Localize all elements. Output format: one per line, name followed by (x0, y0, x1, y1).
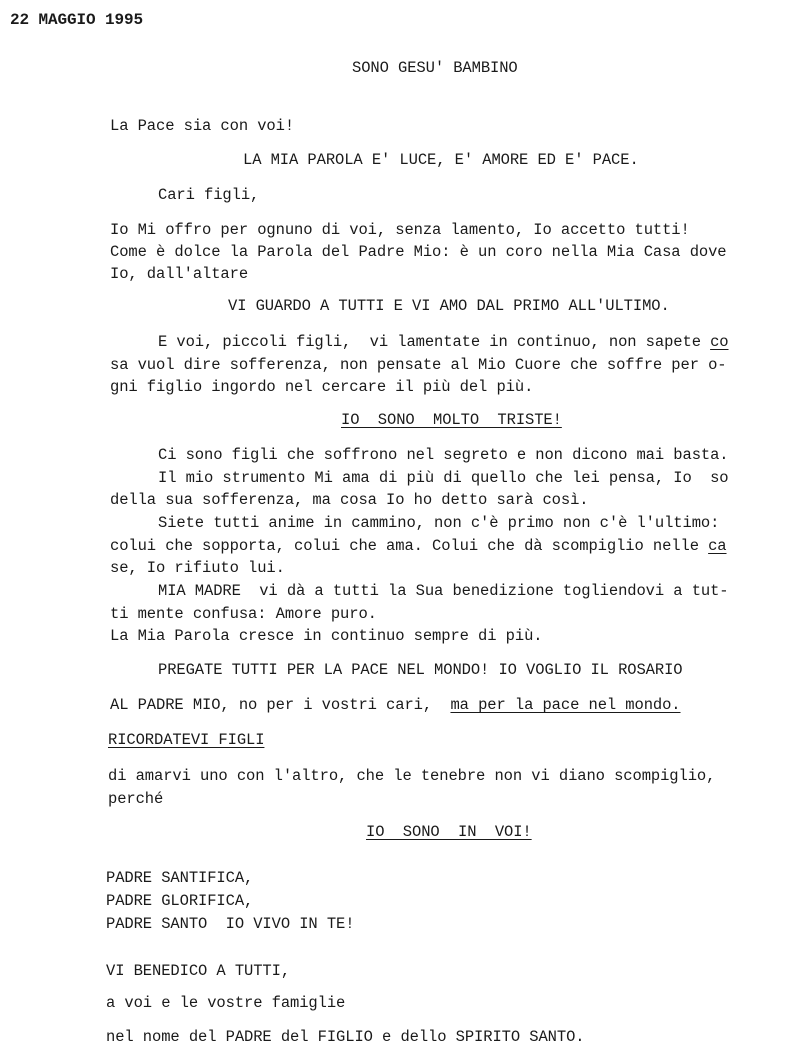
underlined-segment: ma per la pace nel mondo. (450, 696, 681, 714)
paragraph-line: di amarvi uno con l'altro, che le tenebre non vi diano scompiglio, (108, 767, 716, 785)
paragraph-line: sa vuol dire sofferenza, non pensate al Mio Cuore che soffre per o- (110, 356, 727, 374)
underlined-segment: ca (708, 537, 727, 555)
invocation-line: PADRE SANTIFICA, (106, 869, 254, 887)
salutation: Cari figli, (158, 186, 260, 204)
paragraph-line (110, 536, 727, 556)
blessing-line: nel nome del PADRE del FIGLIO e dello SPIRITO SANTO. (106, 1028, 585, 1046)
paragraph-line: Il mio strumento Mi ama di più di quello che lei pensa, Io so (158, 469, 729, 487)
paragraph-line (158, 332, 729, 352)
text-segment: AL PADRE MIO, no per i vostri cari, (110, 696, 451, 714)
greeting: La Pace sia con voi! (110, 117, 295, 135)
text-segment: colui che sopporta, colui che ama. Colui che dà scompiglio nelle (110, 537, 709, 555)
invocation-line: PADRE SANTO IO VIVO IN TE! (106, 915, 355, 933)
paragraph-line: Siete tutti anime in cammino, non c'è primo non c'è l'ultimo: (158, 514, 720, 532)
paragraph-line: Io, dall'altare (110, 265, 249, 283)
paragraph-line: perché (108, 790, 164, 808)
prayer-request: PREGATE TUTTI PER LA PACE NEL MONDO! IO VOGLIO IL ROSARIO (158, 661, 683, 679)
prayer-request-line (110, 695, 681, 715)
paragraph-line: La Mia Parola cresce in continuo sempre di più. (110, 627, 543, 645)
paragraph-line: Io Mi offro per ognuno di voi, senza lamento, Io accetto tutti! (110, 221, 690, 239)
blessing-line: VI BENEDICO A TUTTI, (106, 962, 291, 980)
caps-statement: VI GUARDO A TUTTI E VI AMO DAL PRIMO ALL'ULTIMO. (228, 297, 670, 315)
underlined-segment: co (710, 333, 729, 351)
paragraph-line: della sua sofferenza, ma cosa Io ho detto sarà così. (110, 491, 589, 509)
paragraph-line: ti mente confusa: Amore puro. (110, 605, 377, 623)
invocation-line: PADRE GLORIFICA, (106, 892, 254, 910)
document-date: 22 MAGGIO 1995 (10, 11, 144, 29)
underlined-heading: IO SONO MOLTO TRISTE! (341, 411, 562, 429)
underlined-heading: IO SONO IN VOI! (366, 823, 532, 841)
paragraph-line: se, Io rifiuto lui. (110, 559, 285, 577)
document-title: SONO GESU' BAMBINO (352, 59, 518, 77)
paragraph-line: Ci sono figli che soffrono nel segreto e non dicono mai basta. (158, 446, 729, 464)
underlined-heading: RICORDATEVI FIGLI (108, 731, 265, 749)
paragraph-line: MIA MADRE vi dà a tutti la Sua benedizione togliendovi a tut- (158, 582, 729, 600)
blessing-line: a voi e le vostre famiglie (106, 994, 346, 1012)
paragraph-line: gni figlio ingordo nel cercare il più del più. (110, 378, 534, 396)
motto: LA MIA PAROLA E' LUCE, E' AMORE ED E' PACE. (243, 151, 639, 169)
text-segment: E voi, piccoli figli, vi lamentate in continuo, non sapete (158, 333, 711, 351)
paragraph-line: Come è dolce la Parola del Padre Mio: è un coro nella Mia Casa dove (110, 243, 727, 261)
